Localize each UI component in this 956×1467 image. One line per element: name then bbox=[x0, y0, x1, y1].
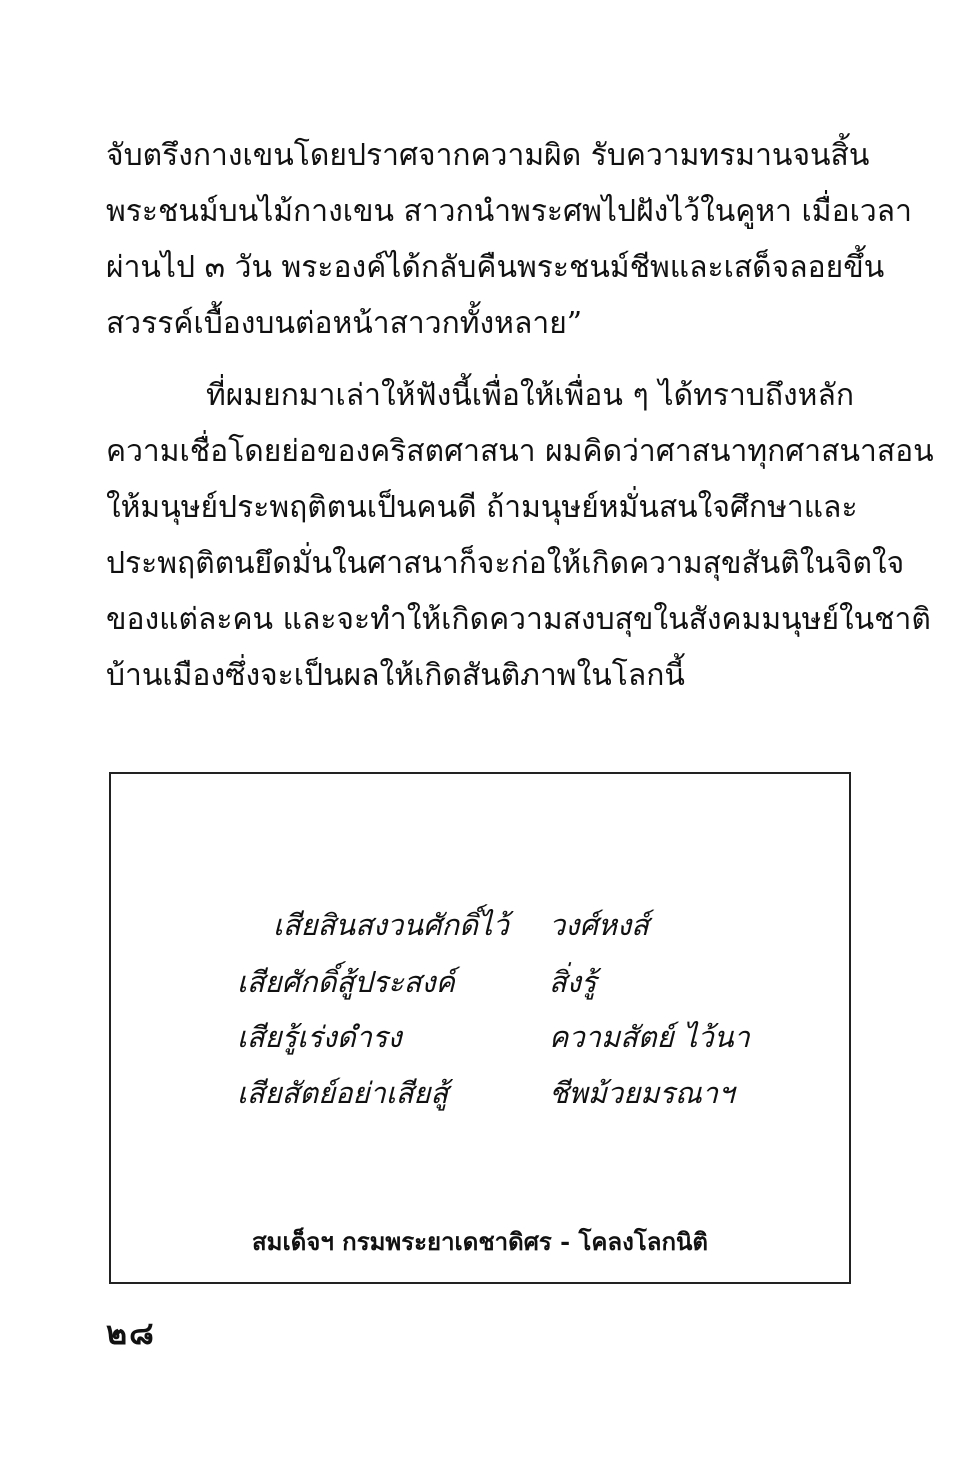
poem-right-hemistich: ความสัตย์ ไว้นา bbox=[549, 1020, 750, 1054]
text-line: บ้านเมืองซึ่งจะเป็นผลให้เกิดสันติภาพในโลกนี้ bbox=[106, 658, 685, 693]
poem-left-hemistich: เสียศักดิ์สู้ประสงค์ bbox=[237, 965, 455, 999]
poem-box bbox=[109, 772, 851, 1284]
poem-verse bbox=[111, 774, 849, 1282]
poem-right-hemistich: ชีพม้วยมรณาฯ bbox=[549, 1076, 735, 1110]
text-line: พระชนม์บนไม้กางเขน สาวกนำพระศพไปฝังไว้ในคูหา เมื่อเวลา bbox=[106, 194, 912, 229]
poem-attribution: สมเด็จฯ กรมพระยาเดชาดิศร - โคลงโลกนิติ bbox=[252, 1227, 708, 1256]
page-number: ๒๘ bbox=[106, 1314, 156, 1352]
poem-right-hemistich: สิ่งรู้ bbox=[549, 965, 597, 999]
paragraph-continuation bbox=[106, 128, 912, 352]
text-line: ของแต่ละคน และจะทำให้เกิดความสงบสุขในสังคมมนุษย์ในชาติ bbox=[106, 602, 931, 637]
text-line: ผ่านไป ๓ วัน พระองค์ได้กลับคืนพระชนม์ชีพและเสด็จลอยขึ้น bbox=[106, 250, 885, 285]
text-line: ให้มนุษย์ประพฤติตนเป็นคนดี ถ้ามนุษย์หมั่นสนใจศึกษาและ bbox=[106, 490, 858, 525]
text-line: ความเชื่อโดยย่อของคริสตศาสนา ผมคิดว่าศาสนาทุกศาสนาสอน bbox=[106, 434, 934, 469]
poem-left-hemistich: เสียรู้เร่งดำรง bbox=[237, 1020, 402, 1054]
text-line: ที่ผมยกมาเล่าให้ฟังนี้เพื่อให้เพื่อน ๆ ได้ทราบถึงหลัก bbox=[206, 378, 854, 413]
paragraph-body bbox=[106, 368, 934, 704]
poem-right-hemistich: วงศ์หงส์ bbox=[549, 908, 649, 942]
text-line: สวรรค์เบื้องบนต่อหน้าสาวกทั้งหลาย” bbox=[106, 306, 583, 341]
text-line: ประพฤติตนยึดมั่นในศาสนาก็จะก่อให้เกิดความสุขสันติในจิตใจ bbox=[106, 546, 905, 581]
poem-left-hemistich: เสียสินสงวนศักดิ์ไว้ bbox=[273, 908, 509, 942]
text-line: จับตรึงกางเขนโดยปราศจากความผิด รับความทรมานจนสิ้น bbox=[106, 138, 870, 173]
poem-left-hemistich: เสียสัตย์อย่าเสียสู้ bbox=[237, 1076, 449, 1110]
